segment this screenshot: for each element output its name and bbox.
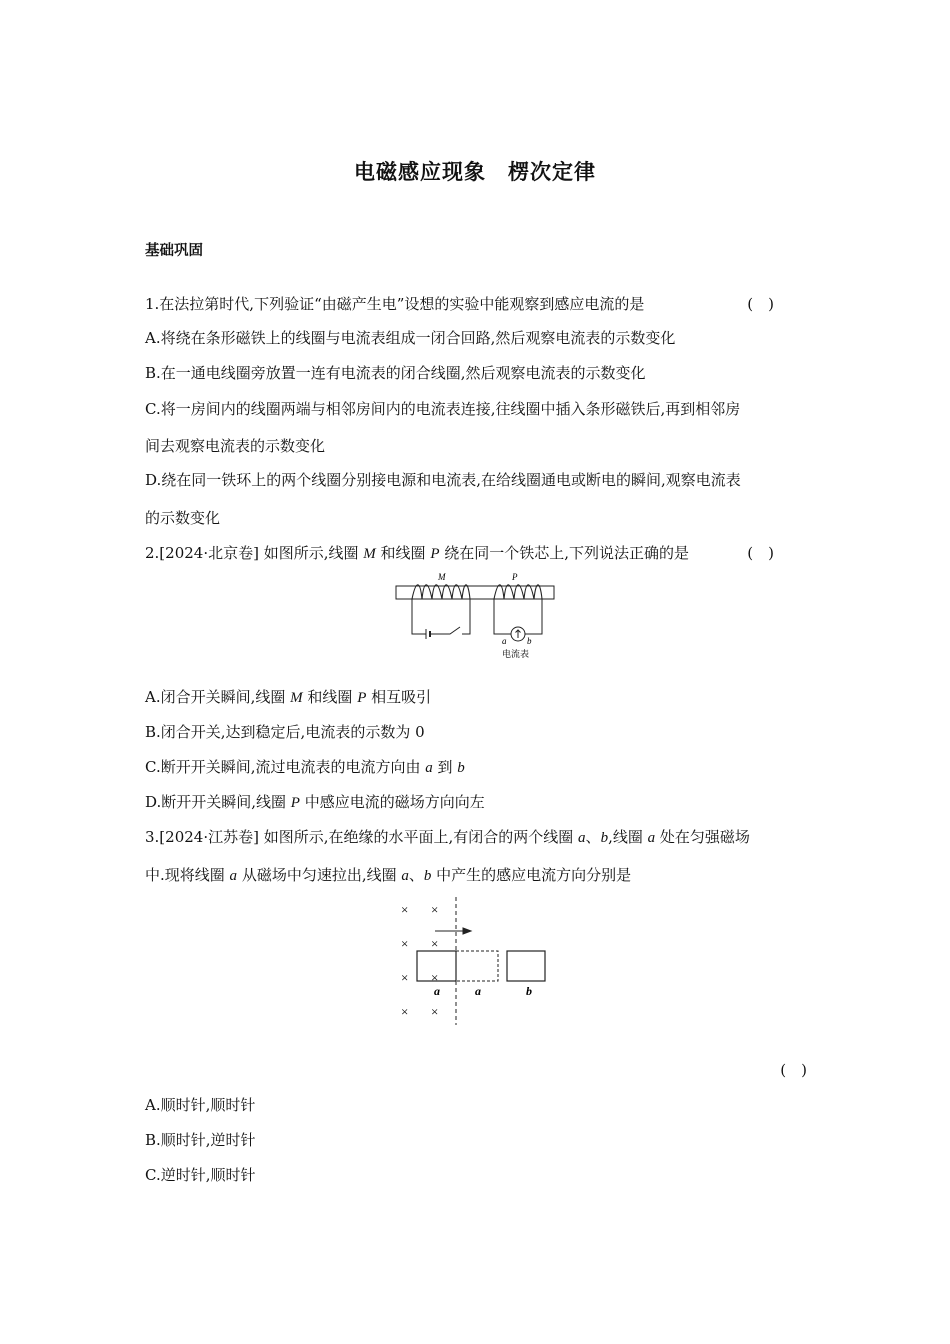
q1-stem <box>145 294 810 314</box>
ammeter-caption: 电流表 <box>502 649 530 659</box>
q3-option-c: C.逆时针,顺时针 <box>145 1166 256 1184</box>
q1-option-d-line1: D.绕在同一铁环上的两个线圈分别接电源和电流表,在给线圈通电或断电的瞬间,观察电流表 <box>145 471 741 489</box>
coil-p-circuit <box>494 599 542 641</box>
q1-option-a: A.将绕在条形磁铁上的线圈与电流表组成一闭合回路,然后观察电流表的示数变化 <box>145 329 676 347</box>
q3-stem-part: 处在匀强磁场 <box>655 828 750 846</box>
q1-option-c-line1: C.将一房间内的线圈两端与相邻房间内的电流表连接,往线圈中插入条形磁铁后,再到相邻房 <box>145 400 741 418</box>
q3-magnetic-field-diagram <box>395 895 555 1027</box>
terminal-a-label: a <box>502 636 507 646</box>
q3-option-a: A.顺时针,顺时针 <box>145 1096 256 1114</box>
q2-c-part: C.断开开关瞬间,流过电流表的电流方向由 <box>145 758 426 776</box>
section-heading: 基础巩固 <box>145 243 203 259</box>
q3-stem-line2 <box>145 865 810 886</box>
q2-stem-part: 2.[2024·北京卷] 如图所示,线圈 <box>145 544 364 562</box>
field-cross: × <box>431 902 439 917</box>
q2-var-m: M <box>363 546 376 562</box>
q3-stem-part: 3.[2024·江苏卷] 如图所示,在绝缘的水平面上,有闭合的两个线圈 <box>145 828 579 846</box>
q2-coil-diagram <box>390 570 560 662</box>
q2-answer-paren: ( ) <box>747 544 774 562</box>
coil-m-label: M <box>438 572 446 582</box>
q1-option-b: B.在一通电线圈旁放置一连有电流表的闭合线圈,然后观察电流表的示数变化 <box>145 364 646 382</box>
coil-b <box>507 951 545 981</box>
coil-m-windings <box>412 585 470 599</box>
q3-var: b <box>600 830 609 846</box>
q2-option-b: B.闭合开关,达到稳定后,电流表的示数为 0 <box>145 723 425 741</box>
q3-stem-part: 、 <box>585 828 601 846</box>
q3-stem-part: 中.现将线圈 <box>145 866 230 884</box>
coil-p-label: P <box>512 572 518 582</box>
field-cross: × <box>431 936 439 951</box>
q1-stem-text: 1.在法拉第时代,下列验证“由磁产生电”设想的实验中能观察到感应电流的是 <box>145 295 645 313</box>
q2-d-part: D.断开开关瞬间,线圈 <box>145 793 291 811</box>
q3-stem-line1 <box>145 827 810 848</box>
field-cross: × <box>431 970 439 985</box>
field-cross: × <box>401 936 409 951</box>
coil-a-moved-label: a <box>475 984 481 998</box>
q3-var: b <box>423 868 432 884</box>
pull-arrow-icon <box>435 928 471 934</box>
q3-stem-part: 从磁场中匀速拉出,线圈 <box>237 866 402 884</box>
q2-c-var: b <box>457 760 465 776</box>
q2-a-var: M <box>290 690 303 706</box>
q2-a-var: P <box>357 690 367 706</box>
q3-var: a <box>647 830 656 846</box>
coil-p-windings <box>494 585 542 599</box>
q1-option-c-line2: 间去观察电流表的示数变化 <box>145 437 326 455</box>
q2-c-var: a <box>425 760 433 776</box>
q2-stem <box>145 543 810 564</box>
field-cross: × <box>401 1004 409 1019</box>
magnetic-field-crosses <box>401 902 438 1019</box>
coil-b-label: b <box>526 984 532 998</box>
field-cross: × <box>401 970 409 985</box>
coil-a-pulled <box>456 951 498 981</box>
q2-stem-part: 绕在同一个铁芯上,下列说法正确的是 <box>439 544 690 562</box>
page-title: 电磁感应现象 楞次定律 <box>354 160 596 184</box>
q2-stem-part: 和线圈 <box>375 544 431 562</box>
q2-option-a <box>145 687 810 708</box>
coil-m-circuit <box>412 599 470 639</box>
q3-stem-part: 中产生的感应电流方向分别是 <box>431 866 632 884</box>
terminal-b-label: b <box>527 636 532 646</box>
q3-stem-part: 、 <box>408 866 424 884</box>
q2-c-part: 到 <box>432 758 458 776</box>
q3-answer-paren: ( ) <box>780 1061 807 1079</box>
q3-stem-part: ,线圈 <box>608 828 648 846</box>
field-cross: × <box>431 1004 439 1019</box>
q2-a-part: A.闭合开关瞬间,线圈 <box>145 688 291 706</box>
q3-option-b: B.顺时针,逆时针 <box>145 1131 256 1149</box>
field-cross: × <box>401 902 409 917</box>
q2-a-part: 相互吸引 <box>366 688 432 706</box>
q2-option-d <box>145 792 810 813</box>
q3-var: a <box>229 868 238 884</box>
q2-option-c <box>145 757 810 778</box>
q3-var: a <box>401 868 409 884</box>
q2-d-part: 中感应电流的磁场方向向左 <box>299 793 485 811</box>
coil-a-label: a <box>434 984 440 998</box>
q2-a-part: 和线圈 <box>302 688 358 706</box>
q2-d-var: P <box>290 795 300 811</box>
q2-var-p: P <box>430 546 440 562</box>
q1-option-d-line2: 的示数变化 <box>145 509 221 527</box>
q3-var: a <box>578 830 586 846</box>
q1-answer-paren: ( ) <box>747 295 774 313</box>
